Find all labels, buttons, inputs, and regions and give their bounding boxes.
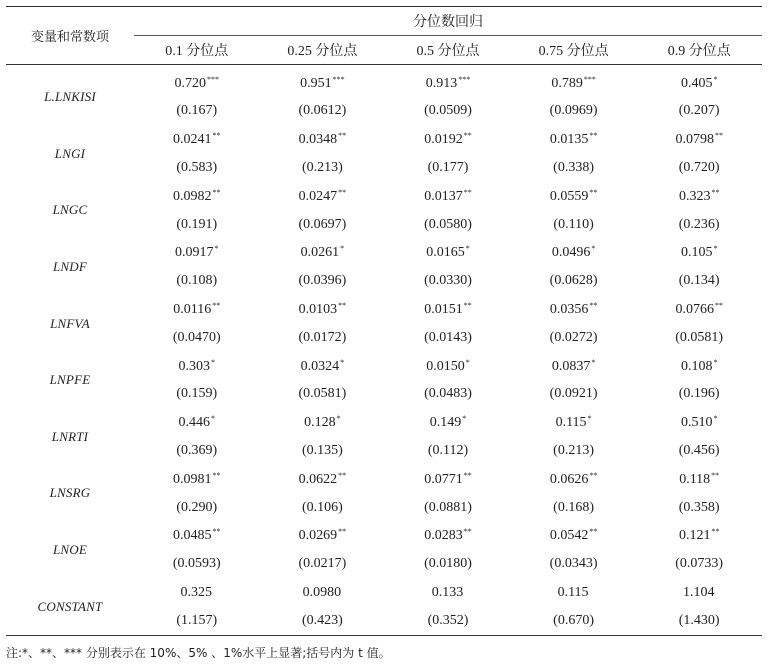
significance-stars: *** [583, 74, 596, 84]
statistic-cell: (0.0470) [172, 329, 221, 345]
coefficient-cell [511, 182, 637, 210]
coefficient-cell [511, 352, 637, 380]
coefficient-value: 0.0135 [549, 132, 589, 148]
variable-name: L.LNKISI [44, 89, 96, 105]
significance-stars: ** [212, 527, 221, 537]
significance-stars: ** [463, 470, 472, 480]
coef-row [6, 126, 762, 154]
coefficient-cell [385, 182, 511, 210]
coefficient-value: 0.133 [431, 584, 464, 600]
significance-stars: * [211, 357, 216, 367]
coef-row [6, 409, 762, 437]
coefficient-cell [636, 465, 762, 493]
coefficient-value: 0.0917 [175, 245, 214, 261]
statistic-cell: (0.0143) [424, 329, 472, 345]
coefficient-cell [134, 69, 260, 97]
coefficient-cell [385, 465, 511, 493]
significance-stars: ** [711, 187, 720, 197]
coefficient-value: 0.0192 [424, 132, 463, 148]
variable-name: LNOE [52, 542, 88, 558]
coef-row [6, 239, 762, 267]
quantile-header: 0.5 分位点 [385, 36, 511, 65]
coefficient-value: 0.0559 [549, 188, 589, 204]
coefficient-value: 0.720 [174, 75, 207, 91]
coef-row [6, 465, 762, 493]
statistic-cell: (0.0172) [298, 329, 347, 345]
coefficient-value: 0.446 [178, 415, 211, 431]
coefficient-value: 0.789 [551, 75, 583, 91]
statistic-cell: (0.0272) [549, 329, 598, 345]
statistic-cell: (0.0580) [424, 216, 472, 232]
significance-stars: * [713, 74, 718, 84]
significance-stars: ** [589, 301, 598, 311]
coefficient-cell [260, 578, 386, 606]
coefficient-value: 0.0324 [300, 358, 340, 374]
statistic-cell: (0.108) [176, 273, 218, 289]
coefficient-value: 0.303 [178, 358, 211, 374]
significance-stars: * [713, 357, 718, 367]
coefficient-cell [636, 182, 762, 210]
coefficient-value: 0.128 [304, 415, 336, 431]
coefficient-cell [260, 409, 386, 437]
coefficient-cell [636, 522, 762, 550]
table-note: 注:*、**、*** 分别表示在 10%、5% 、1%水平上显著;括号内为 t 值。 [6, 646, 391, 660]
significance-stars: ** [463, 187, 472, 197]
significance-stars: ** [212, 131, 221, 141]
statistic-cell: (0.135) [301, 443, 343, 458]
coefficient-cell [511, 409, 637, 437]
coefficient-value: 0.0150 [426, 358, 465, 374]
coefficient-value: 0.0798 [675, 132, 714, 148]
significance-stars: * [713, 414, 718, 424]
coefficient-cell [385, 126, 511, 154]
statistic-cell: (0.369) [176, 443, 218, 458]
statistic-cell: (0.0180) [424, 556, 472, 572]
coefficient-value: 0.0837 [551, 358, 591, 374]
statistic-cell: (0.358) [678, 499, 720, 515]
coefficient-cell [385, 578, 511, 606]
significance-stars: * [340, 357, 345, 367]
coefficient-value: 0.115 [557, 584, 589, 600]
significance-stars: * [462, 414, 467, 424]
significance-stars: ** [212, 301, 221, 311]
coefficient-cell [260, 239, 386, 267]
coef-row [6, 522, 762, 550]
statistic-cell: (0.352) [385, 607, 511, 636]
statistic-cell: (0.112) [427, 443, 469, 458]
quantile-header: 0.75 分位点 [511, 36, 637, 65]
significance-stars: ** [711, 470, 720, 480]
variable-name: LNRTI [51, 428, 89, 444]
statistic-cell: (0.338) [553, 160, 594, 176]
coefficient-value: 0.0626 [549, 471, 589, 487]
coefficient-value: 0.0116 [173, 302, 212, 318]
significance-stars: * [591, 357, 596, 367]
statistic-cell: (0.0581) [675, 329, 724, 345]
statistic-cell: (0.196) [678, 386, 720, 402]
statistic-cell: (0.177) [427, 160, 469, 176]
coefficient-cell [511, 578, 637, 606]
coefficient-value: 0.118 [679, 471, 711, 487]
significance-stars: *** [332, 74, 345, 84]
statistic-cell: (0.159) [176, 386, 218, 402]
statistic-cell: (0.0581) [298, 386, 347, 402]
coefficient-cell [260, 465, 386, 493]
quantile-header: 0.1 分位点 [134, 36, 260, 65]
table-body [6, 65, 762, 636]
significance-stars: ** [338, 187, 347, 197]
coefficient-cell [511, 295, 637, 323]
statistic-cell: (0.110) [553, 216, 594, 232]
coefficient-cell [636, 409, 762, 437]
variable-column-header: 变量和常数项 [6, 7, 134, 65]
significance-stars: ** [212, 470, 221, 480]
significance-stars: * [465, 357, 470, 367]
significance-stars: ** [338, 527, 347, 537]
coefficient-cell [134, 182, 260, 210]
quantile-header: 0.25 分位点 [260, 36, 386, 65]
coefficient-value: 0.0269 [298, 528, 338, 544]
coefficient-cell [134, 578, 260, 606]
coefficient-cell [134, 465, 260, 493]
coefficient-value: 0.405 [680, 75, 713, 91]
coefficient-cell [134, 126, 260, 154]
coefficient-value: 0.105 [680, 245, 713, 261]
coefficient-cell [511, 522, 637, 550]
coefficient-cell [636, 352, 762, 380]
coefficient-cell [134, 352, 260, 380]
statistic-cell: (0.0217) [298, 556, 347, 572]
significance-stars: ** [463, 301, 472, 311]
statistic-cell: (0.213) [553, 443, 594, 458]
statistic-cell: (0.456) [678, 443, 720, 458]
table-header [6, 7, 762, 65]
significance-stars: * [591, 244, 596, 254]
coefficient-value: 0.121 [678, 528, 711, 544]
coefficient-cell [636, 295, 762, 323]
coefficient-cell [385, 239, 511, 267]
significance-stars: *** [207, 74, 220, 84]
coefficient-cell [385, 409, 511, 437]
statistic-cell: (0.236) [678, 216, 720, 232]
significance-stars: * [465, 244, 470, 254]
statistic-cell: (0.290) [176, 499, 218, 515]
coefficient-cell [260, 69, 386, 97]
variable-name: LNGC [52, 202, 88, 218]
coefficient-value: 0.0261 [300, 245, 340, 261]
significance-stars: * [587, 414, 592, 424]
significance-stars: ** [714, 131, 723, 141]
coefficient-value: 0.0283 [424, 528, 463, 544]
coefficient-cell [260, 126, 386, 154]
coefficient-value: 0.510 [680, 415, 713, 431]
statistic-cell: (0.0593) [172, 556, 221, 572]
coefficient-cell [511, 126, 637, 154]
variable-name: LNPFE [49, 372, 91, 388]
coefficient-value: 0.0165 [426, 245, 465, 261]
statistic-cell: (0.583) [176, 160, 218, 176]
coefficient-cell [636, 239, 762, 267]
coefficient-value: 0.0542 [549, 528, 589, 544]
coefficient-cell [134, 409, 260, 437]
statistic-cell: (0.167) [176, 103, 218, 119]
statistic-cell: (1.157) [134, 607, 260, 636]
coefficient-value: 0.0622 [298, 471, 338, 487]
significance-stars: ** [714, 301, 723, 311]
significance-stars: ** [463, 131, 472, 141]
significance-stars: ** [589, 131, 598, 141]
significance-stars: ** [338, 470, 347, 480]
coefficient-cell [385, 69, 511, 97]
statistic-cell: (0.0396) [298, 273, 347, 289]
coefficient-value: 0.325 [180, 584, 213, 600]
coefficient-value: 0.0247 [298, 188, 338, 204]
coefficient-value: 0.0766 [675, 302, 714, 318]
coefficient-value: 1.104 [682, 584, 715, 600]
coefficient-value: 0.108 [680, 358, 713, 374]
coefficient-value: 0.0771 [424, 471, 463, 487]
coefficient-cell [134, 522, 260, 550]
statistic-cell: (0.0921) [549, 386, 598, 402]
coefficient-cell [511, 239, 637, 267]
statistic-cell: (0.191) [176, 216, 218, 232]
coefficient-value: 0.0981 [173, 471, 212, 487]
significance-stars: * [214, 244, 219, 254]
coefficient-value: 0.0348 [298, 132, 338, 148]
statistic-cell: (0.213) [301, 160, 343, 176]
quantile-regression-table [6, 6, 762, 636]
statistic-cell: (0.207) [678, 103, 720, 119]
variable-name: LNFVA [50, 315, 90, 331]
statistic-cell: (0.0612) [298, 103, 347, 119]
significance-stars: ** [589, 470, 598, 480]
significance-stars: * [336, 414, 341, 424]
statistic-cell: (0.0733) [675, 556, 724, 572]
significance-stars: * [713, 244, 718, 254]
coefficient-value: 0.0137 [424, 188, 463, 204]
statistic-cell: (0.0969) [549, 103, 598, 119]
coefficient-value: 0.0485 [173, 528, 212, 544]
coefficient-cell [511, 465, 637, 493]
statistic-cell: (0.720) [678, 160, 720, 176]
coefficient-cell [134, 295, 260, 323]
statistic-cell: (0.106) [301, 499, 343, 515]
significance-stars: ** [589, 527, 598, 537]
coefficient-cell [636, 126, 762, 154]
coefficient-value: 0.323 [678, 188, 711, 204]
coefficient-value: 0.0356 [549, 302, 589, 318]
significance-stars: ** [463, 527, 472, 537]
significance-stars: * [211, 414, 216, 424]
coef-row [6, 182, 762, 210]
significance-stars: ** [338, 301, 347, 311]
variable-name: LNSRG [49, 485, 91, 501]
coefficient-value: 0.0982 [173, 188, 212, 204]
coefficient-value: 0.0241 [173, 132, 212, 148]
statistic-cell: (0.0628) [549, 273, 598, 289]
variable-name: CONSTANT [6, 578, 134, 635]
variable-name: LNGI [54, 145, 86, 161]
statistic-cell: (0.0330) [424, 273, 472, 289]
statistic-cell: (0.670) [511, 607, 637, 636]
significance-stars: ** [711, 527, 720, 537]
statistic-cell: (0.0509) [424, 103, 472, 119]
coefficient-value: 0.0103 [298, 302, 338, 318]
coefficient-cell [260, 182, 386, 210]
coef-row [6, 578, 762, 606]
coefficient-value: 0.0496 [551, 245, 591, 261]
coefficient-cell [134, 239, 260, 267]
coef-row [6, 352, 762, 380]
significance-stars: *** [458, 74, 471, 84]
coefficient-cell [385, 352, 511, 380]
variable-name: LNDF [52, 259, 88, 275]
statistic-cell: (1.430) [636, 607, 762, 636]
significance-stars: * [340, 244, 345, 254]
coefficient-value: 0.0980 [302, 584, 342, 600]
coefficient-value: 0.0151 [424, 302, 463, 318]
coefficient-value: 0.951 [300, 75, 332, 91]
coef-row [6, 295, 762, 323]
statistic-cell: (0.134) [678, 273, 720, 289]
significance-stars: ** [338, 131, 347, 141]
statistic-cell: (0.0483) [424, 386, 472, 402]
coefficient-value: 0.913 [425, 75, 458, 91]
significance-stars: ** [589, 187, 598, 197]
significance-stars: ** [212, 187, 221, 197]
statistic-cell: (0.423) [260, 607, 386, 636]
statistic-cell: (0.0697) [298, 216, 347, 232]
coefficient-cell [511, 69, 637, 97]
coefficient-value: 0.149 [429, 415, 462, 431]
coefficient-cell [385, 522, 511, 550]
statistic-cell: (0.0343) [549, 556, 598, 572]
coefficient-cell [636, 69, 762, 97]
coefficient-cell [385, 295, 511, 323]
coefficient-value: 0.115 [555, 415, 587, 431]
statistic-cell: (0.0881) [424, 499, 472, 515]
coef-row [6, 69, 762, 97]
quantile-header: 0.9 分位点 [636, 36, 762, 65]
coefficient-cell [260, 295, 386, 323]
statistic-cell: (0.168) [553, 499, 594, 515]
coefficient-cell [636, 578, 762, 606]
coefficient-cell [260, 522, 386, 550]
group-header: 分位数回归 [134, 7, 762, 36]
coefficient-cell [260, 352, 386, 380]
